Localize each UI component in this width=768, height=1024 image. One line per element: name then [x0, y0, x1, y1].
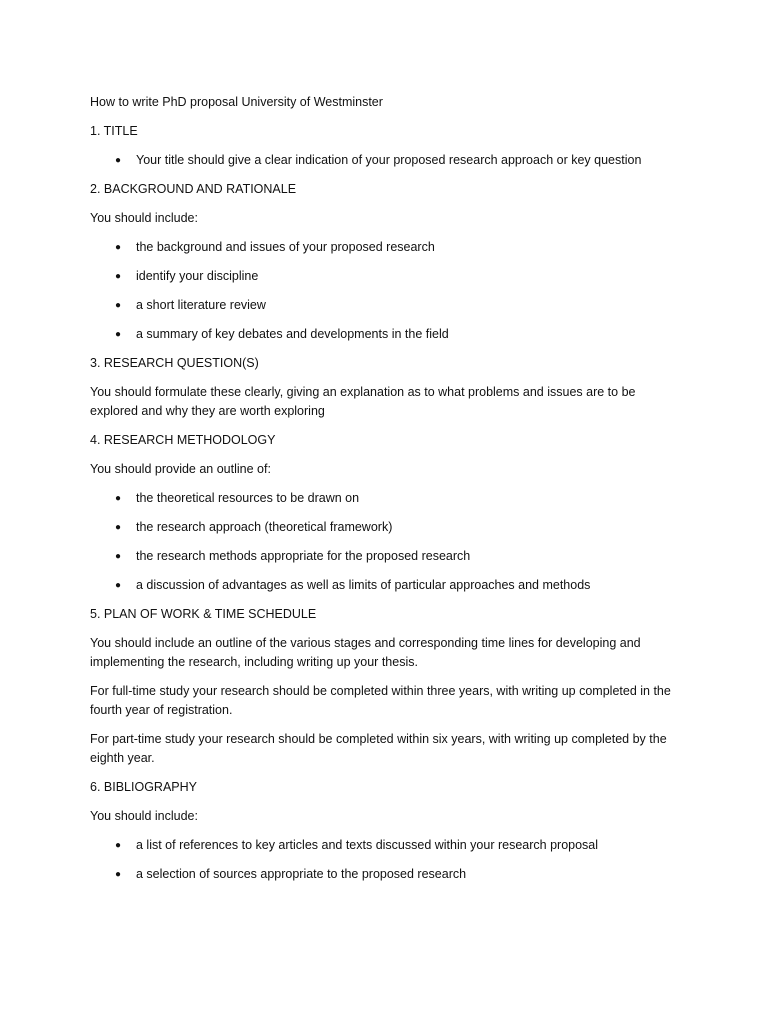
bullet-icon: ●: [115, 522, 122, 533]
list-item-text: a list of references to key articles and texts discussed within your research proposal: [136, 838, 599, 852]
list-item: [90, 325, 690, 344]
list-item-text: a selection of sources appropriate to the proposed research: [136, 867, 467, 881]
list-item-text: Your title should give a clear indication of your proposed research approach or key question: [136, 153, 642, 167]
list-item: [90, 296, 690, 315]
section-5-paragraph-2: For full-time study your research should be completed within three years, with writing up completed in the fourth year of registration.: [90, 684, 671, 717]
list-item: [90, 489, 690, 508]
section-3-heading: 3. RESEARCH QUESTION(S): [90, 356, 259, 370]
section-6-heading: 6. BIBLIOGRAPHY: [90, 780, 197, 794]
section-2-bullets: [90, 238, 690, 344]
list-item-text: the research approach (theoretical framework): [136, 520, 393, 534]
section-2-heading: 2. BACKGROUND AND RATIONALE: [90, 182, 297, 196]
section-4-bullets: [90, 489, 690, 595]
section-4-intro: You should provide an outline of:: [90, 462, 271, 476]
list-item: [90, 267, 690, 286]
section-1-bullets: [90, 151, 690, 170]
section-5-paragraph-3: For part-time study your research should be completed within six years, with writing up completed by the eighth year.: [90, 732, 667, 765]
section-2-intro: You should include:: [90, 211, 198, 225]
list-item-text: a discussion of advantages as well as limits of particular approaches and methods: [136, 578, 591, 592]
bullet-icon: ●: [115, 329, 122, 340]
document-title: How to write PhD proposal University of Westminster: [90, 95, 383, 109]
list-item-text: a summary of key debates and developments in the field: [136, 327, 449, 341]
list-item: [90, 836, 690, 855]
section-6-bullets: [90, 836, 690, 884]
bullet-icon: ●: [115, 242, 122, 253]
list-item: [90, 238, 690, 257]
section-1-heading: 1. TITLE: [90, 124, 138, 138]
list-item: [90, 865, 690, 884]
section-5-paragraph-1: You should include an outline of the various stages and corresponding time lines for developing and implementing the research, including writing up your thesis.: [90, 636, 641, 669]
section-5-heading: 5. PLAN OF WORK & TIME SCHEDULE: [90, 607, 317, 621]
section-6-intro: You should include:: [90, 809, 198, 823]
document-page: [90, 93, 690, 894]
bullet-icon: ●: [115, 551, 122, 562]
list-item: [90, 151, 690, 170]
section-3-paragraph: You should formulate these clearly, giving an explanation as to what problems and issues are to be explored and why they are worth exploring: [90, 385, 636, 418]
bullet-icon: ●: [115, 300, 122, 311]
bullet-icon: ●: [115, 840, 122, 851]
section-4-heading: 4. RESEARCH METHODOLOGY: [90, 433, 276, 447]
bullet-icon: ●: [115, 271, 122, 282]
list-item-text: identify your discipline: [136, 269, 259, 283]
bullet-icon: ●: [115, 493, 122, 504]
bullet-icon: ●: [115, 155, 122, 166]
list-item-text: a short literature review: [136, 298, 266, 312]
list-item-text: the research methods appropriate for the proposed research: [136, 549, 471, 563]
bullet-icon: ●: [115, 869, 122, 880]
list-item: [90, 576, 690, 595]
bullet-icon: ●: [115, 580, 122, 591]
list-item-text: the background and issues of your proposed research: [136, 240, 435, 254]
list-item: [90, 547, 690, 566]
list-item: [90, 518, 690, 537]
list-item-text: the theoretical resources to be drawn on: [136, 491, 360, 505]
